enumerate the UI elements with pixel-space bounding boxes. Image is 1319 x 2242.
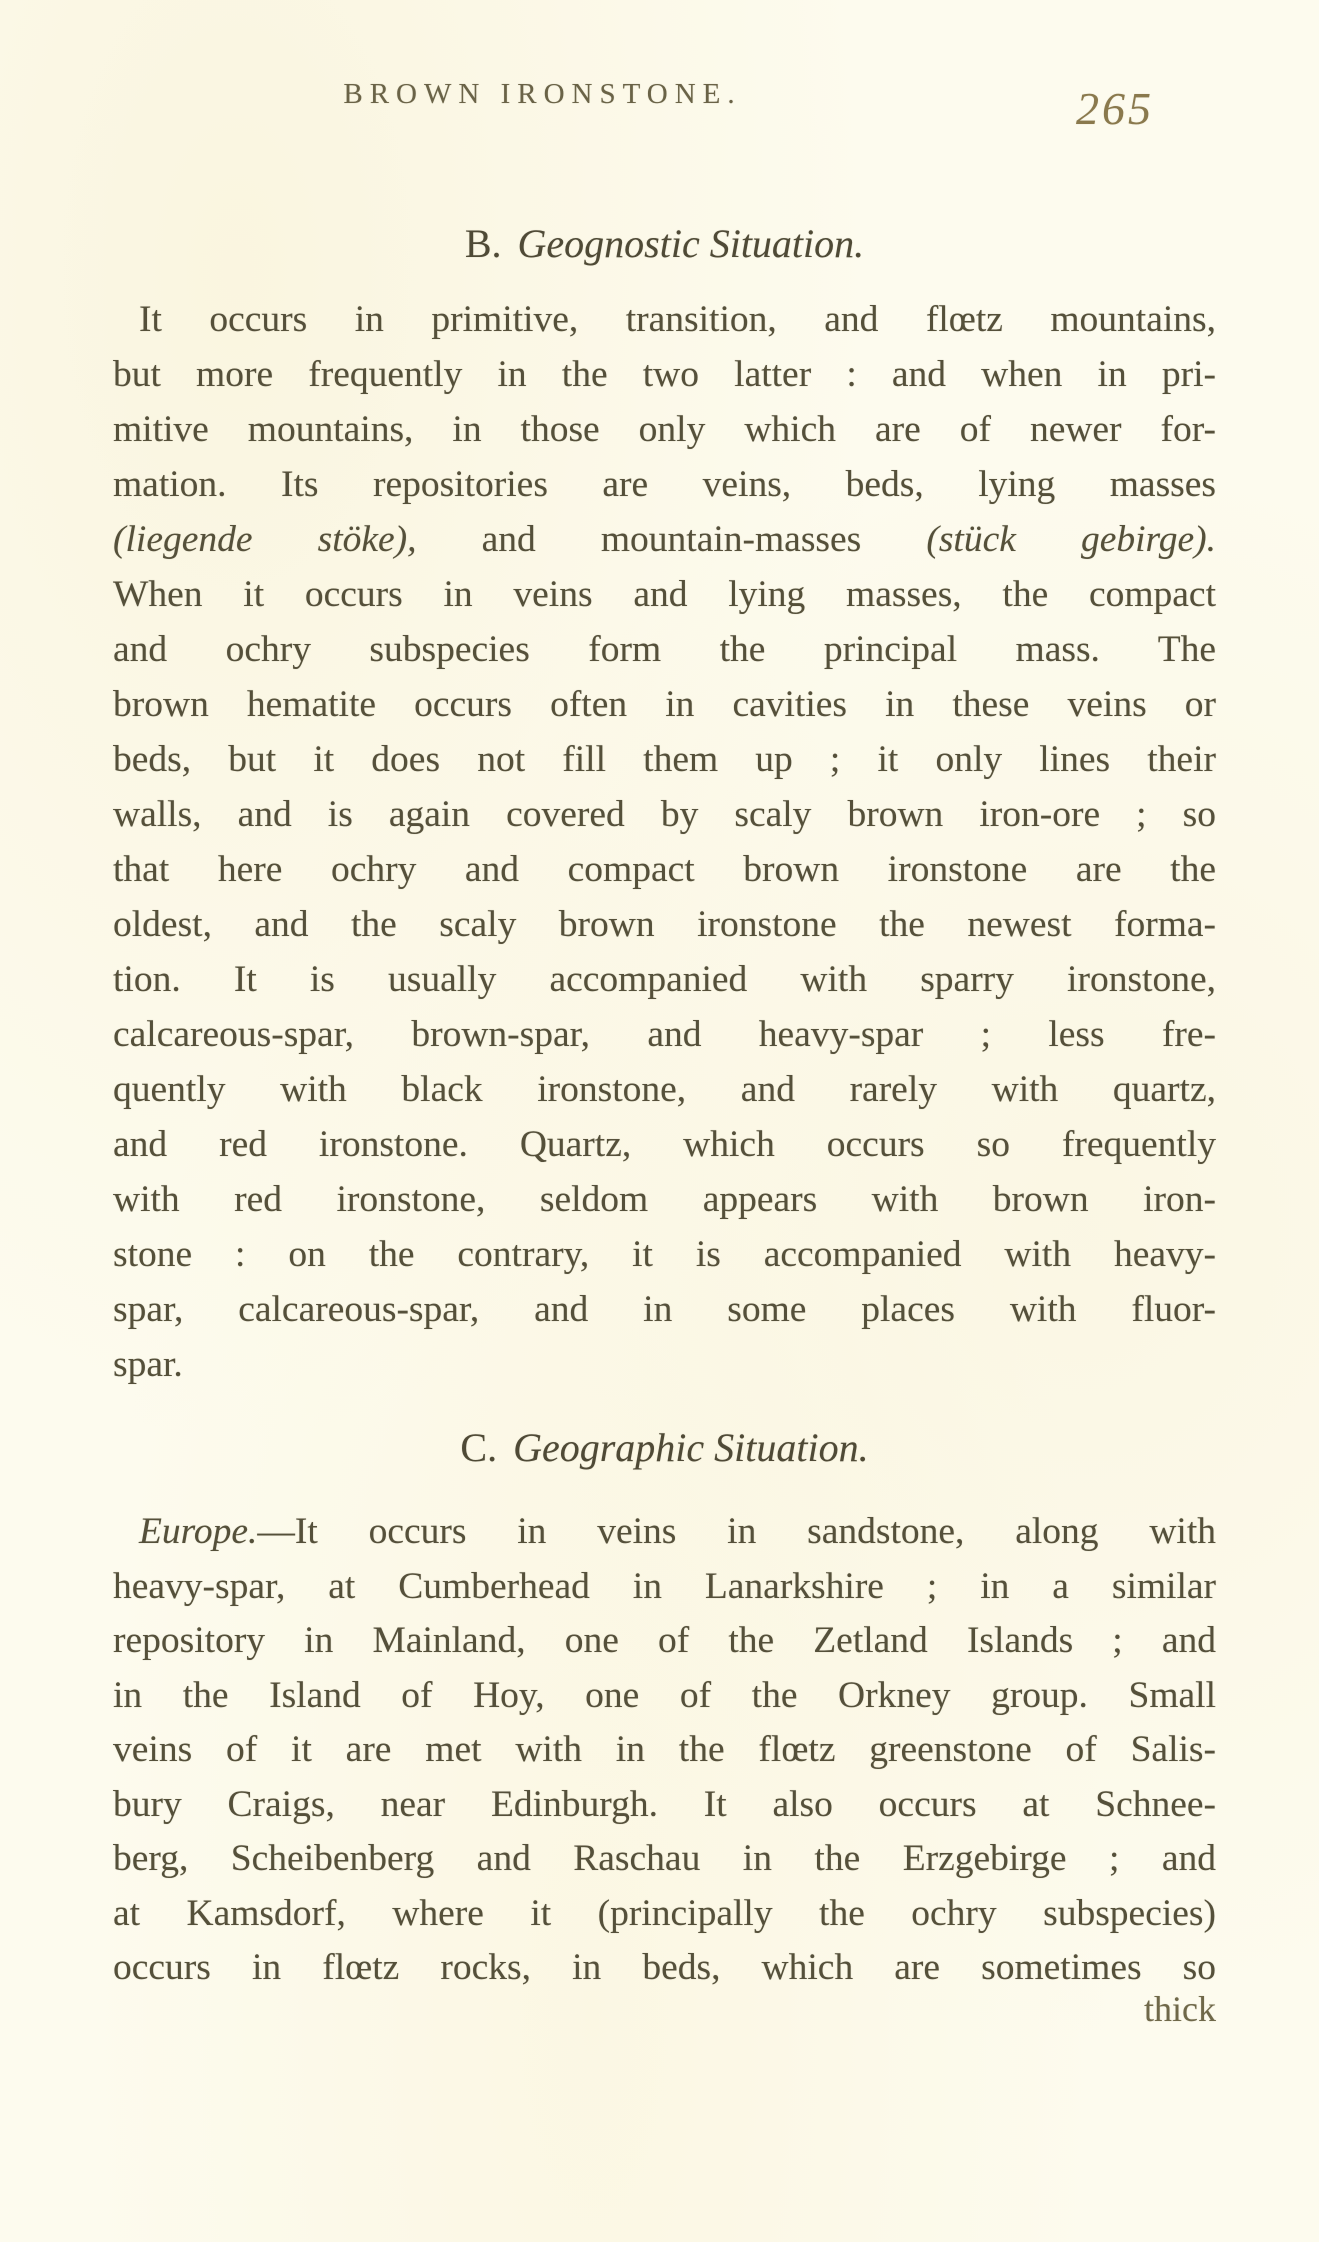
text-line: veins of it are met with in the flœtz greenstone of Salis- [113, 1729, 1216, 1770]
text-line: berg, Scheibenberg and Raschau in the Erzgebirge ; and [113, 1838, 1216, 1879]
text-segment: —It occurs in veins in sandstone, along with [257, 1511, 1216, 1552]
text-line: spar. [113, 1344, 183, 1385]
section-heading-geographic [113, 1424, 1216, 1471]
page-number: 265 [1076, 83, 1154, 134]
text-line: brown hematite occurs often in cavities in these veins or [113, 684, 1216, 725]
text-line: spar, calcareous-spar, and in some places with fluor- [113, 1289, 1216, 1330]
text-line: walls, and is again covered by scaly brown iron-ore ; so [113, 794, 1216, 835]
section-letter: B. [464, 221, 502, 266]
text-line: in the Island of Hoy, one of the Orkney group. Small [113, 1674, 1216, 1716]
text-line: repository in Mainland, one of the Zetland Islands ; and [113, 1620, 1216, 1661]
text-line: at Kamsdorf, where it (principally the ochry subspecies) [113, 1892, 1216, 1934]
italic-phrase: (stück gebirge). [926, 519, 1217, 560]
text-line: quently with black ironstone, and rarely with quartz, [113, 1069, 1216, 1110]
paragraph-geographic [113, 1505, 1216, 1996]
text-line: beds, but it does not fill them up ; it only lines their [113, 739, 1216, 780]
text-line: that here ochry and compact brown ironstone are the [113, 849, 1216, 890]
catchword: thick [1144, 1989, 1216, 2029]
section-title: Geographic Situation. [513, 1425, 869, 1470]
text-line [113, 1505, 1216, 1560]
text-line: with red ironstone, seldom appears with brown iron- [113, 1179, 1216, 1220]
text-line: calcareous-spar, brown-spar, and heavy-spar ; less fre- [113, 1014, 1216, 1055]
text-line: When it occurs in veins and lying masses, the compact [113, 574, 1216, 615]
text-line: oldest, and the scaly brown ironstone the newest forma- [113, 904, 1216, 945]
text-line: tion. It is usually accompanied with sparry ironstone, [113, 959, 1216, 1000]
text-line: and ochry subspecies form the principal mass. The [113, 629, 1216, 670]
text-line: mitive mountains, in those only which are of newer for- [113, 409, 1216, 450]
text-segment: and mountain-masses [416, 519, 927, 560]
italic-phrase: Europe. [139, 1511, 258, 1552]
italic-phrase: (liegende stöke), [113, 519, 417, 560]
section-title: Geognostic Situation. [517, 221, 865, 266]
text-line: mation. Its repositories are veins, beds, lying masses [113, 464, 1216, 505]
text-line: It occurs in primitive, transition, and flœtz mountains, [139, 299, 1216, 340]
text-line: stone : on the contrary, it is accompanied with heavy- [113, 1234, 1216, 1275]
text-line: occurs in flœtz rocks, in beds, which are sometimes so [113, 1947, 1216, 1988]
text-line: heavy-spar, at Cumberhead in Lanarkshire ; in a similar [113, 1565, 1216, 1607]
text-line: but more frequently in the two latter : and when in pri- [113, 354, 1216, 395]
paragraph-geognostic [113, 292, 1216, 1392]
running-header: BROWN IRONSTONE. [343, 78, 742, 110]
text-line: bury Craigs, near Edinburgh. It also occurs at Schnee- [113, 1783, 1216, 1825]
text-line [113, 512, 1216, 567]
section-heading-geognostic [113, 220, 1216, 267]
text-line: and red ironstone. Quartz, which occurs so frequently [113, 1124, 1216, 1165]
section-letter: C. [460, 1425, 498, 1470]
